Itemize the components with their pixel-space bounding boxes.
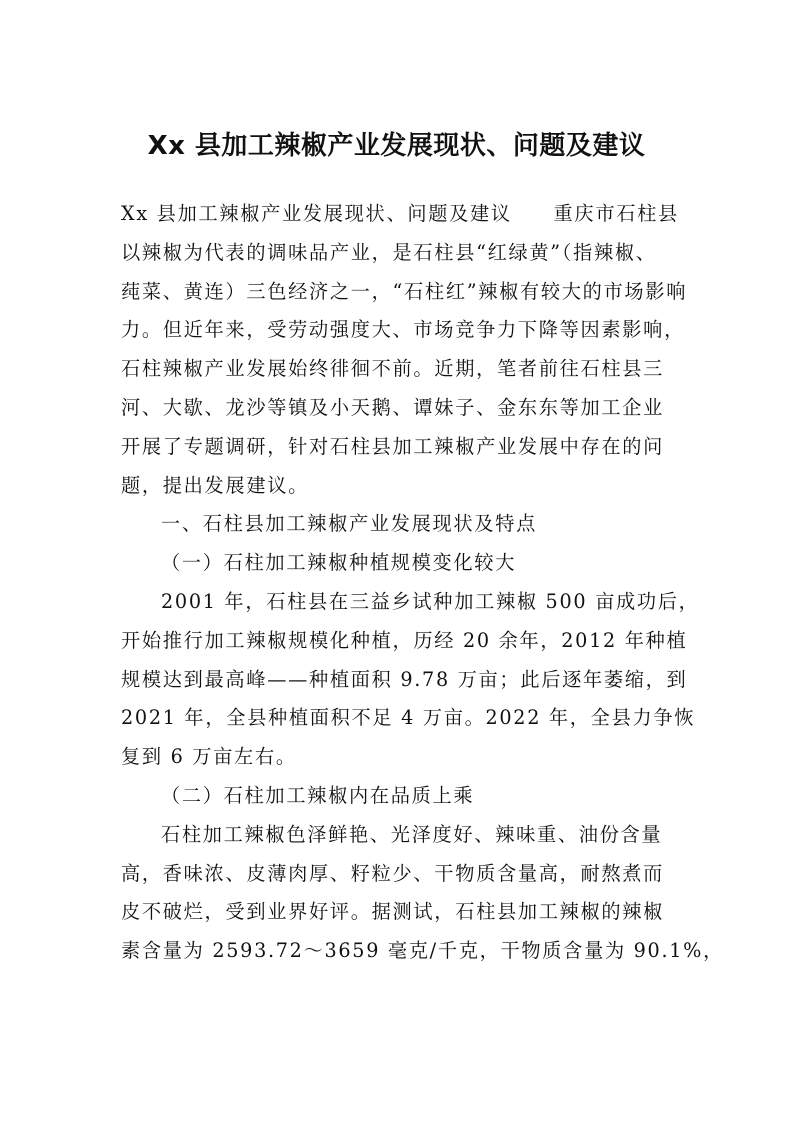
subsection-heading: （一）石柱加工辣椒种植规模变化较大	[161, 551, 517, 575]
paragraph-line: 力。但近年来，受劳动强度大、市场竞争力下降等因素影响，	[121, 318, 685, 342]
document-body	[121, 195, 724, 971]
paragraph-line: 高，香味浓、皮薄肉厚、籽粒少、干物质含量高，耐熬煮而	[121, 861, 665, 885]
paragraph-line: 开展了专题调研，针对石柱县加工辣椒产业发展中存在的问	[121, 434, 665, 458]
paragraph-line: 2021 年，全县种植面积不足 4 万亩。2022 年，全县力争恢	[121, 706, 696, 730]
paragraph-line: 石柱辣椒产业发展始终徘徊不前。近期，笔者前往石柱县三	[121, 357, 665, 381]
paragraph-line: 复到 6 万亩左右。	[121, 745, 297, 769]
paragraph-line: Xx 县加工辣椒产业发展现状、问题及建议 重庆市石柱县	[121, 202, 679, 225]
paragraph-line: 石柱加工辣椒色泽鲜艳、光泽度好、辣味重、油份含量	[161, 822, 663, 846]
paragraph-line: 素含量为 2593.72～3659 毫克/千克，干物质含量为 90.1%，	[121, 939, 724, 963]
section-heading: 一、石柱县加工辣椒产业发展现状及特点	[161, 512, 537, 536]
paragraph-line: 题，提出发展建议。	[121, 473, 309, 497]
paragraph-line: 莼菜、黄连）三色经济之一，“石柱红”辣椒有较大的市场影响	[121, 279, 688, 303]
paragraph-line: 规模达到最高峰——种植面积 9.78 万亩；此后逐年萎缩，到	[121, 667, 688, 691]
paragraph-line: 2001 年，石柱县在三益乡试种加工辣椒 500 亩成功后，	[161, 589, 700, 613]
paragraph-line: 开始推行加工辣椒规模化种植，历经 20 余年，2012 年种植	[121, 628, 688, 652]
document-title: Xx 县加工辣椒产业发展现状、问题及建议	[147, 131, 646, 161]
paragraph-line: 河、大歇、龙沙等镇及小天鹅、谭妹子、金东东等加工企业	[121, 395, 665, 419]
paragraph-line: 以辣椒为代表的调味品产业，是石柱县“红绿黄”（指辣椒、	[121, 240, 657, 264]
paragraph-line: 皮不破烂，受到业界好评。据测试，石柱县加工辣椒的辣椒	[121, 900, 665, 924]
subsection-heading: （二）石柱加工辣椒内在品质上乘	[161, 783, 475, 807]
